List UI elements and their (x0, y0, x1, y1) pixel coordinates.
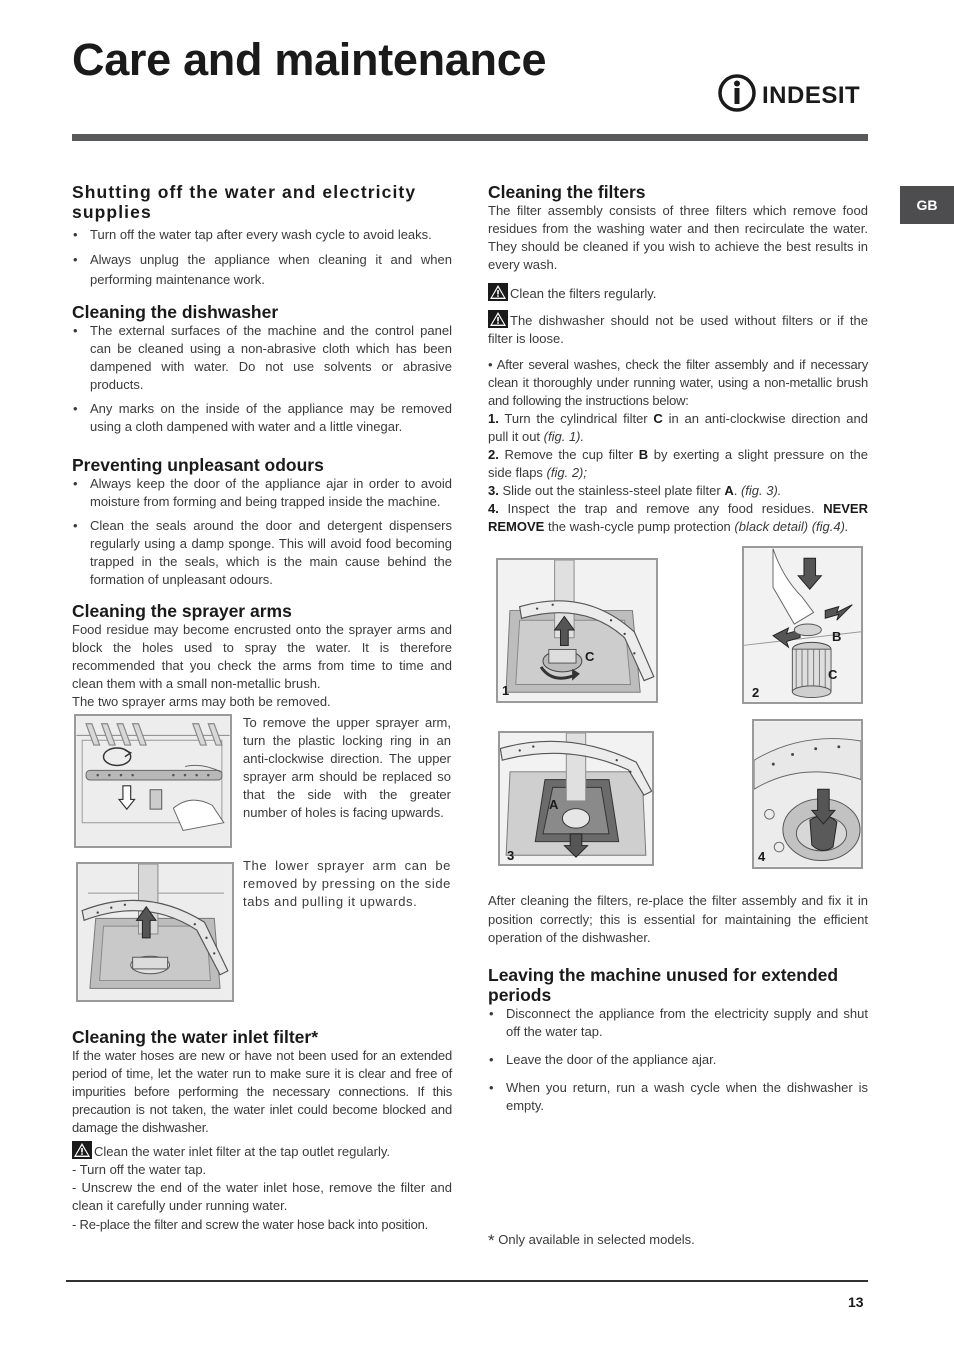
filter-step-1: 1. Turn the cylindrical filter C in an anti-clockwise direction and pull it out (fig. 1). (488, 411, 868, 444)
section-heading-sprayer: Cleaning the sprayer arms (72, 601, 292, 621)
fig-3-number: 3 (507, 848, 515, 863)
filters-warning-2-text: The dishwasher should not be used without filters or if the filter is loose. (488, 313, 868, 346)
header-divider (72, 134, 868, 141)
inlet-warning-text: Clean the water inlet filter at the tap outlet regularly. (94, 1144, 391, 1159)
filters-text: The filter assembly consists of three filters which remove food residues from the washing water and then recirculate the water. They should be cleaned if you wish to achieve the best results in every wash. (488, 203, 868, 272)
list-item: • When you return, run a wash cycle when the dishwasher is empty. (488, 1079, 868, 1115)
fig-2-label-c: C (828, 667, 838, 682)
list-item: • The external surfaces of the machine and the control panel can be cleaned using a non-abrasive cloth which has been dampened with water. Do not use solvents or abrasive products. (72, 322, 452, 394)
filter-step-3: 3. Slide out the stainless-steel plate filter A. (fig. 3). (488, 483, 782, 498)
filters-warning-1-text: Clean the filters regularly. (510, 286, 657, 301)
list-item: • Turn off the water tap after every wash cycle to avoid leaks. (72, 226, 452, 244)
warning-icon (72, 1141, 92, 1159)
list-item: • Leave the door of the appliance ajar. (488, 1051, 868, 1069)
inlet-text: If the water hoses are new or have not been used for an extended period of time, let the water run to make sure it is clear and free of impurities before performing the necessary connections. If this precaution is not taken, the water inlet could become blocked and damage the dishwasher. (72, 1048, 452, 1135)
filters-warning-2 (488, 310, 868, 348)
dishwasher-list (72, 322, 452, 436)
shutoff-list (72, 226, 452, 290)
lower-sprayer-text (243, 857, 451, 911)
list-item: • Disconnect the appliance from the electricity supply and shut off the water tap. (488, 1005, 868, 1041)
after-cleaning (488, 892, 868, 948)
section-heading-filters: Cleaning the filters (488, 182, 646, 202)
filter-figure-1 (496, 558, 658, 703)
sprayer-text-2: The two sprayer arms may both be removed. (72, 694, 331, 709)
section-heading-dishwasher: Cleaning the dishwasher (72, 302, 279, 322)
footer-divider (66, 1280, 868, 1282)
filter-figure-3 (498, 731, 654, 866)
fig-2-number: 2 (752, 685, 760, 700)
lower-sprayer-arm-figure (76, 862, 234, 1002)
filter-figure-4 (752, 719, 863, 869)
footnote-mark: * (488, 1231, 495, 1250)
section-heading-inlet: Cleaning the water inlet filter* (72, 1027, 319, 1047)
fig-2-label-b: B (832, 629, 842, 644)
brand-wordmark: INDESIT (762, 82, 861, 109)
section-heading-odours: Preventing unpleasant odours (72, 455, 324, 475)
inlet-section (72, 1027, 452, 1234)
lower-sprayer-instructions: The lower sprayer arm can be removed by pressing on the side tabs and pulling it upwards. (243, 858, 451, 909)
list-item: • Always keep the door of the appliance ajar in order to avoid moisture from forming and being trapped inside the machine. (72, 475, 452, 511)
indesit-logo (718, 72, 870, 114)
right-column (488, 182, 868, 536)
filters-warning-1 (488, 283, 868, 303)
footnote (488, 1231, 868, 1250)
filters-intro: • After several washes, check the filter assembly and if necessary clean it thoroughly under running water, using a non-metallic brush and following the instructions below: (488, 357, 868, 408)
inlet-step: - Turn off the water tap. (72, 1162, 207, 1177)
upper-sprayer-text (243, 714, 451, 822)
sprayer-text: Food residue may become encrusted onto the sprayer arms and block the holes used to spray the water. It is therefore recommended that you check the arms from time to time and clean them with a small non-metallic brush. (72, 622, 452, 691)
after-cleaning-text: After cleaning the filters, re-place the filter assembly and fix it in position correctly; this is essential for maintaining the efficient operation of the dishwasher. (488, 893, 868, 945)
section-heading-unused: Leaving the machine unused for extended periods (488, 965, 839, 1005)
filter-step-2: 2. Remove the cup filter B by exerting a slight pressure on the side flaps (fig. 2); (488, 447, 868, 480)
warning-icon (488, 310, 508, 328)
list-item: • Any marks on the inside of the appliance may be removed using a cloth dampened with water and a little vinegar. (72, 400, 452, 436)
inlet-step: - Unscrew the end of the water inlet hose, remove the filter and clean it carefully under running water. (72, 1180, 452, 1213)
odours-list (72, 475, 452, 589)
warning-icon (488, 283, 508, 301)
filter-step-4: 4. Inspect the trap and remove any food residues. NEVER REMOVE the wash-cycle pump protection (black detail) (fig.4). (488, 501, 868, 534)
left-column (72, 182, 452, 711)
unused-section (488, 965, 868, 1115)
inlet-step: - Re-place the filter and screw the water hose back into position. (72, 1217, 429, 1232)
fig-1-number: 1 (502, 683, 510, 698)
list-item: • Always unplug the appliance when cleaning it and when performing maintenance work. (72, 250, 452, 290)
fig-3-label-a: A (549, 797, 559, 812)
page-number: 13 (848, 1294, 864, 1310)
footnote-text: Only available in selected models. (498, 1232, 695, 1247)
upper-sprayer-instructions: To remove the upper sprayer arm, turn the plastic locking ring in an anti-clockwise direction. The upper sprayer arm should be replaced so that the side with the greater number of holes is facing upwards. (243, 715, 451, 820)
language-tab: GB (900, 186, 954, 224)
page-title: Care and maintenance (72, 34, 547, 85)
upper-sprayer-arm-figure (74, 714, 232, 848)
list-item: • Clean the seals around the door and detergent dispensers regularly using a damp sponge. This will avoid food becoming trapped in the seals, which is the main cause behind the formation of unpleasant odours. (72, 517, 452, 589)
unused-list (488, 1005, 868, 1115)
inlet-warning (72, 1141, 452, 1161)
fig-1-label-c: C (585, 649, 595, 664)
filter-figure-2 (742, 546, 863, 704)
fig-4-number: 4 (758, 849, 766, 864)
section-heading-shutoff: Shutting off the water and electricity supplies (72, 182, 417, 222)
